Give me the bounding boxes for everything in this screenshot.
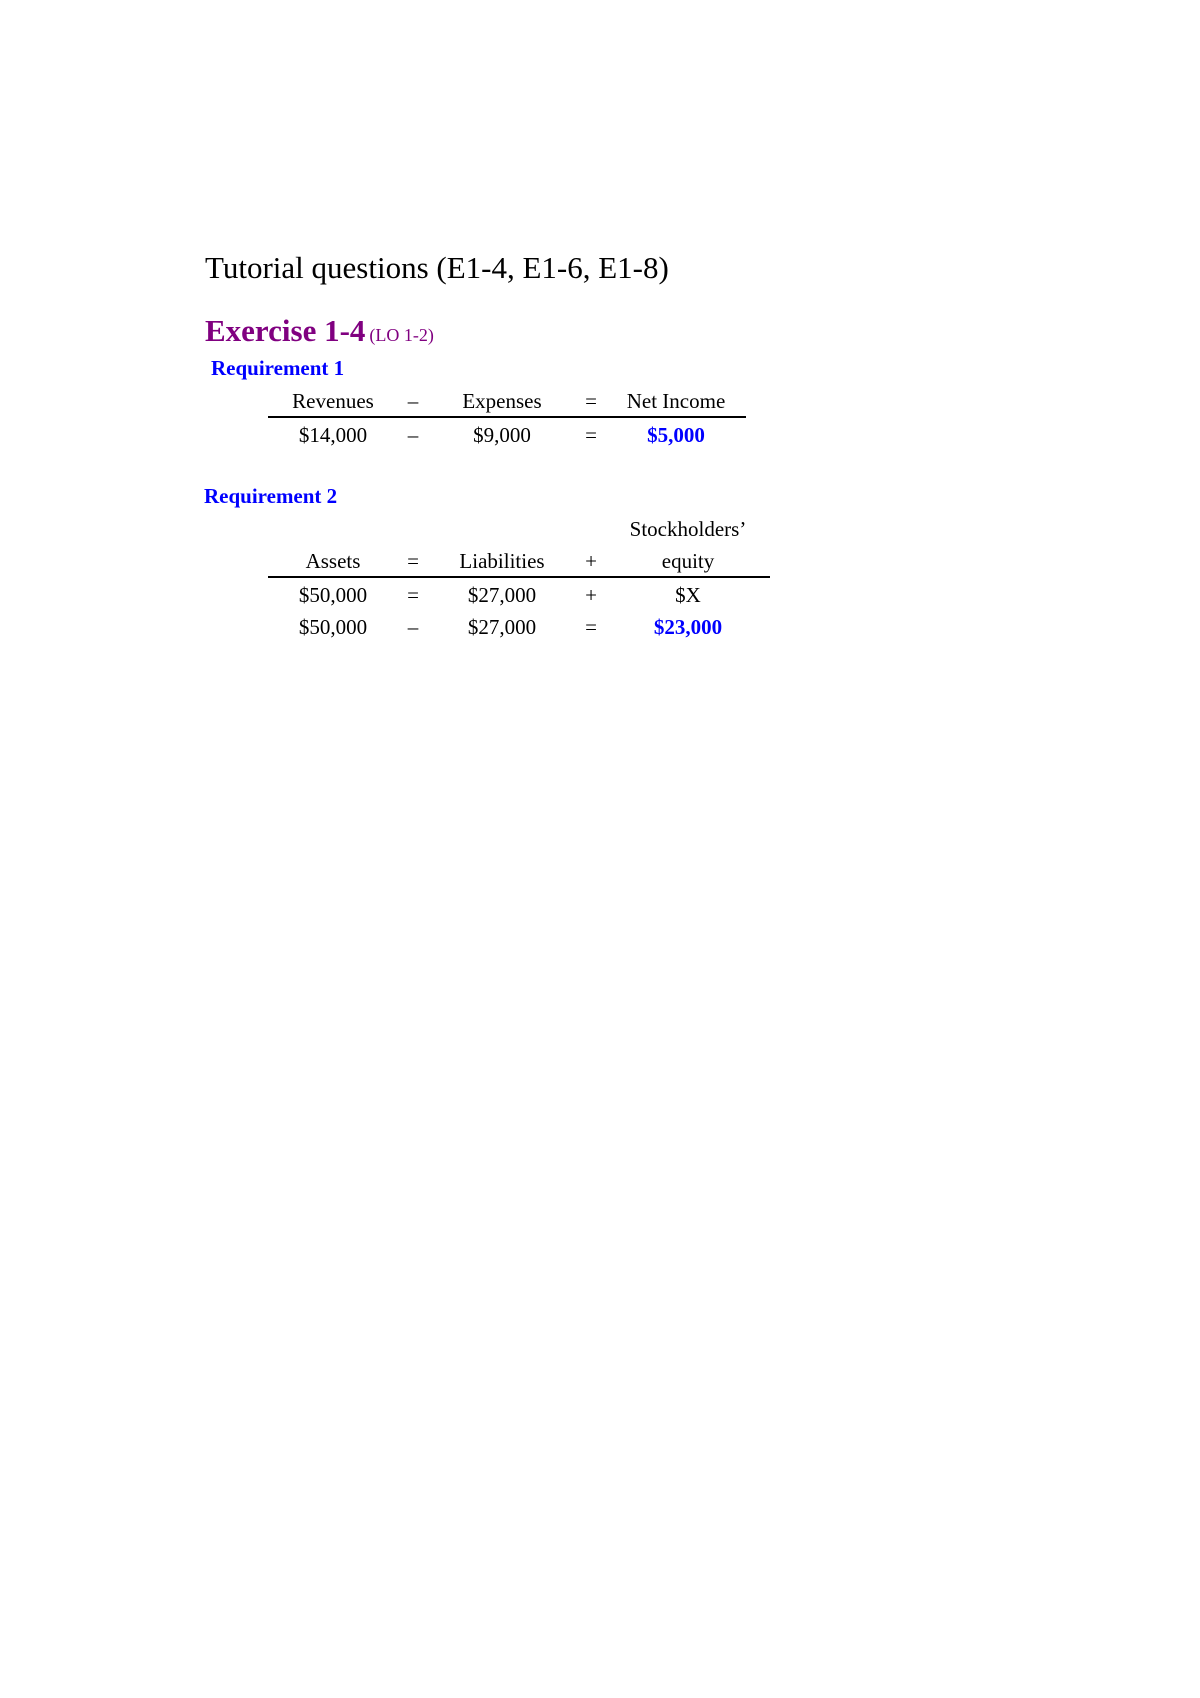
exercise-title: Exercise 1-4 (205, 313, 366, 348)
req2-header-stockholders: Stockholders’ (629, 517, 747, 541)
req1-header-rule (268, 416, 746, 418)
req1-expenses-value: $9,000 (473, 423, 531, 447)
req2-r2-liabilities-value: $27,000 (467, 615, 537, 639)
req1-header-net-income: Net Income (626, 389, 726, 413)
exercise-learning-objective: (LO 1-2) (369, 325, 434, 345)
req2-header-rule (268, 576, 770, 578)
page-title: Tutorial questions (E1-4, E1-6, E1-8) (205, 250, 669, 285)
req1-equals-sign: = (585, 423, 597, 447)
req2-header-equals: = (407, 549, 419, 573)
req2-header-assets: Assets (305, 549, 361, 573)
req1-net-income-value: $5,000 (647, 423, 705, 447)
req2-r1-equity-value: $X (675, 583, 701, 607)
req2-r2-equals-sign: = (585, 615, 597, 639)
requirement-1-heading: Requirement 1 (211, 356, 345, 380)
requirement-2-heading: Requirement 2 (204, 484, 338, 508)
req2-r1-assets-value: $50,000 (298, 583, 368, 607)
req1-header-equals: = (585, 389, 597, 413)
exercise-heading (205, 315, 434, 346)
req2-r2-equity-result: $23,000 (653, 615, 723, 639)
req1-header-expenses: Expenses (462, 389, 542, 413)
req2-r1-liabilities-value: $27,000 (467, 583, 537, 607)
req2-header-equity: equity (661, 549, 715, 573)
req2-r2-minus-sign: – (407, 615, 419, 639)
req2-header-liabilities: Liabilities (459, 549, 545, 573)
req2-r2-assets-value: $50,000 (298, 615, 368, 639)
req1-header-minus: – (407, 389, 419, 413)
req1-minus-sign: – (407, 423, 419, 447)
req2-r1-equals-sign: = (407, 583, 419, 607)
req2-header-plus: + (585, 549, 597, 573)
req1-revenues-value: $14,000 (298, 423, 368, 447)
req2-r1-plus-sign: + (585, 583, 597, 607)
req1-header-revenues: Revenues (292, 389, 374, 413)
